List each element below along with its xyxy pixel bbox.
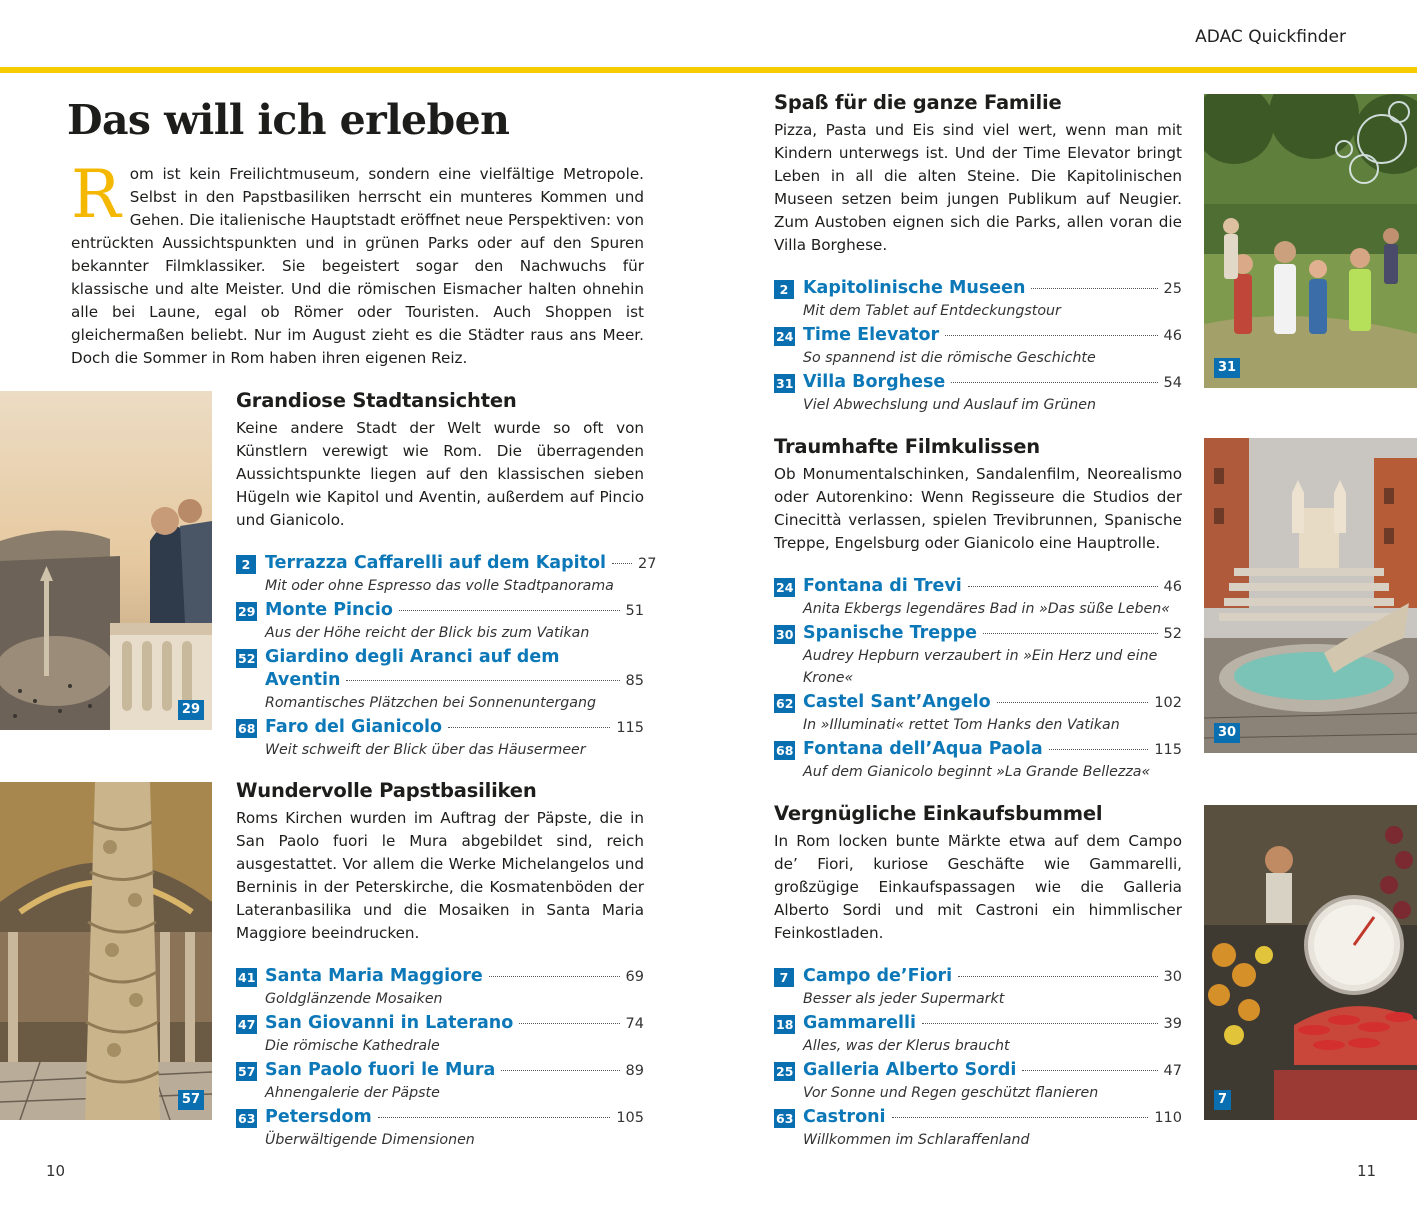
entry-list — [236, 965, 644, 1151]
entry-page: 39 — [1163, 1016, 1182, 1032]
entry-spanische-treppe[interactable] — [774, 622, 1182, 689]
entry-castroni[interactable] — [774, 1106, 1182, 1151]
entry-tagline: Willkommen im Schlaraffenland — [803, 1132, 1030, 1148]
section-heading: Wundervolle Papstbasiliken — [236, 779, 537, 802]
entry-villa-borghese[interactable] — [774, 371, 1182, 416]
entry-number: 68 — [776, 743, 794, 758]
section-stadtansichten — [236, 389, 657, 763]
entry-page: 69 — [625, 969, 644, 985]
leader-dots — [968, 586, 1158, 587]
photo-familie — [1204, 94, 1417, 388]
photo-einkaufsbummel — [1204, 805, 1417, 1120]
photo-stadtansichten — [0, 391, 212, 730]
entry-name[interactable]: Santa Maria Maggiore — [265, 966, 483, 986]
entry-tagline: Mit dem Tablet auf Entdeckungstour — [803, 303, 1061, 319]
photo-badge-57: 57 — [178, 1090, 204, 1110]
entry-castel-sant-angelo[interactable] — [774, 691, 1182, 736]
photo-badge-29: 29 — [178, 700, 204, 720]
entry-number: 41 — [238, 970, 256, 985]
leader-dots — [1031, 288, 1157, 289]
entry-petersdom[interactable] — [236, 1106, 644, 1151]
section-description: Ob Monumentalschinken, Sandalenfilm, Neorealismo oder Autorenkino: Wenn Regisseure die Studios der Cinecittà verlassen, spielen Trevibrunnen, Spanische Treppe, Engelsburg oder Gianicolo eine Hauptrolle. — [774, 465, 1182, 552]
leader-dots — [489, 976, 620, 977]
entry-tagline: Die römische Kathedrale — [265, 1038, 440, 1054]
entry-page: 54 — [1163, 375, 1182, 391]
entry-page: 105 — [616, 1110, 644, 1126]
entry-page: 85 — [625, 673, 644, 689]
section-description: Roms Kirchen wurden im Auftrag der Päpste, die in San Paolo fuori le Mura abgebildet sind, reich ausgestattet. Vor allem die Werke Michelangelos und Berninis in der Peterskirche, die Kosmatenböden der Lateranbasilika und die Mosaiken in Santa Maria Maggiore beeindrucken. — [236, 809, 644, 942]
entry-list — [774, 277, 1182, 416]
leader-dots — [997, 702, 1149, 703]
leader-dots — [612, 563, 632, 564]
entry-tagline: Anita Ekbergs legendäres Bad in »Das süße Leben« — [803, 601, 1170, 617]
photo-familie-illustration — [1204, 94, 1417, 388]
entry-number: 30 — [776, 627, 794, 642]
section-einkaufsbummel — [774, 802, 1182, 1153]
photo-filmkulissen-illustration — [1204, 438, 1417, 753]
entry-monte-pincio[interactable] — [236, 599, 644, 644]
entry-page: 51 — [625, 603, 644, 619]
entry-tagline: Überwältigende Dimensionen — [265, 1132, 475, 1148]
leader-dots — [1022, 1070, 1157, 1071]
entry-page: 52 — [1163, 626, 1182, 642]
entry-page: 102 — [1154, 695, 1182, 711]
entry-page: 47 — [1163, 1063, 1182, 1079]
leader-dots — [519, 1023, 619, 1024]
section-description: Pizza, Pasta und Eis sind viel wert, wenn man mit Kindern unterwegs ist. Und der Time Elevator bringt Leben in all die alten Steine. Die Kapitolinischen Museen setzen beim jungen Publikum auf Neugier. Zum Austoben eignen sich die Parks, allen voran die Villa Borghese. — [774, 121, 1182, 254]
section-heading: Grandiose Stadtansichten — [236, 389, 517, 412]
entry-page: 30 — [1163, 969, 1182, 985]
section-description: In Rom locken bunte Märkte etwa auf dem Campo de’ Fiori, kuriose Geschäfte wie Gammarelli, großzügige Einkaufspassagen wie die Galleria Alberto Sordi und mit Castroni ein himmlischer Feinkostladen. — [774, 832, 1182, 942]
entry-name[interactable]: Campo de’Fiori — [803, 966, 953, 986]
entry-page: 110 — [1154, 1110, 1182, 1126]
entry-gammarelli[interactable] — [774, 1012, 1182, 1057]
entry-number: 63 — [238, 1111, 256, 1126]
entry-san-giovanni-in-laterano[interactable] — [236, 1012, 644, 1057]
entry-number: 52 — [238, 651, 256, 666]
leader-dots — [501, 1070, 619, 1071]
quickfinder-label: ADAC Quickfinder — [1195, 27, 1346, 47]
entry-time-elevator[interactable] — [774, 324, 1182, 369]
entry-tagline: So spannend ist die römische Geschichte — [803, 350, 1096, 366]
entry-number: 2 — [774, 280, 794, 299]
entry-san-paolo-fuori-le-mura[interactable] — [236, 1059, 644, 1104]
entry-name[interactable]: Kapitolinische Museen — [803, 278, 1026, 298]
entry-name[interactable]: Petersdom — [265, 1107, 372, 1127]
entry-number: 24 — [776, 329, 794, 344]
entry-list — [774, 965, 1182, 1151]
entry-name[interactable]: Time Elevator — [803, 325, 940, 345]
section-papstbasiliken — [236, 779, 644, 1153]
entry-kapitolinische-museen[interactable] — [774, 277, 1182, 322]
entry-name[interactable]: Terrazza Caffarelli auf dem Kapitol — [265, 553, 607, 573]
entry-giardino-degli-aranci[interactable] — [236, 646, 644, 714]
entry-number: 57 — [238, 1064, 256, 1079]
entry-page: 89 — [625, 1063, 644, 1079]
leader-dots — [983, 633, 1158, 634]
entry-name-line1[interactable]: Giardino degli Aranci auf dem — [265, 647, 560, 667]
entry-name[interactable]: Faro del Gianicolo — [265, 717, 443, 737]
entry-name-line2[interactable]: Aventin — [265, 670, 341, 690]
entry-number: 2 — [236, 555, 256, 574]
entry-tagline: Vor Sonne und Regen geschützt flanieren — [803, 1085, 1099, 1101]
entry-tagline: Viel Abwechslung und Auslauf im Grünen — [803, 397, 1097, 413]
leader-dots — [922, 1023, 1158, 1024]
entry-fontana-dell-aqua-paola[interactable] — [774, 738, 1182, 783]
entry-santa-maria-maggiore[interactable] — [236, 965, 644, 1010]
leader-dots — [378, 1117, 611, 1118]
entry-name[interactable]: San Giovanni in Laterano — [265, 1013, 514, 1033]
entry-number: 24 — [776, 580, 794, 595]
page-number-left: 10 — [46, 1162, 66, 1180]
entry-tagline: Besser als jeder Supermarkt — [803, 991, 1005, 1007]
photo-badge-31: 31 — [1214, 358, 1240, 378]
entry-tagline: Alles, was der Klerus braucht — [803, 1038, 1010, 1054]
entry-tagline: Aus der Höhe reicht der Blick bis zum Vatikan — [265, 625, 590, 641]
leader-dots — [892, 1117, 1149, 1118]
entry-list — [236, 552, 657, 761]
section-heading: Spaß für die ganze Familie — [774, 91, 1062, 114]
entry-terrazza-caffarelli[interactable] — [236, 552, 657, 597]
entry-page: 74 — [625, 1016, 644, 1032]
entry-tagline: Auf dem Gianicolo beginnt »La Grande Bellezza« — [803, 764, 1151, 780]
entry-page: 115 — [1154, 742, 1182, 758]
entry-tagline: Ahnengalerie der Päpste — [265, 1085, 440, 1101]
entry-page: 25 — [1163, 281, 1182, 297]
entry-number: 31 — [776, 376, 794, 391]
leader-dots — [1049, 749, 1149, 750]
intro-dropcap: R — [71, 156, 121, 233]
entry-name[interactable]: Castel Sant’Angelo — [803, 692, 991, 712]
entry-name[interactable]: Galleria Alberto Sordi — [803, 1060, 1017, 1080]
entry-name[interactable]: Villa Borghese — [803, 372, 946, 392]
entry-name[interactable]: Monte Pincio — [265, 600, 393, 620]
photo-badge-30: 30 — [1214, 723, 1240, 743]
entry-number: 25 — [776, 1064, 794, 1079]
entry-page: 46 — [1163, 328, 1182, 344]
entry-faro-del-gianicolo[interactable] — [236, 716, 644, 761]
entry-list — [774, 575, 1182, 783]
entry-name[interactable]: Fontana di Trevi — [803, 576, 962, 596]
leader-dots — [448, 727, 610, 728]
page-number-right: 11 — [1357, 1162, 1377, 1180]
photo-filmkulissen — [1204, 438, 1417, 753]
entry-name[interactable]: San Paolo fuori le Mura — [265, 1060, 496, 1080]
intro-paragraph — [71, 156, 644, 370]
entry-galleria-alberto-sordi[interactable] — [774, 1059, 1182, 1104]
entry-number: 63 — [776, 1111, 794, 1126]
entry-name[interactable]: Spanische Treppe — [803, 623, 978, 643]
entry-number: 62 — [776, 696, 794, 711]
section-heading: Vergnügliche Einkaufsbummel — [774, 802, 1103, 825]
leader-dots — [945, 335, 1157, 336]
entry-page: 46 — [1163, 579, 1182, 595]
entry-fontana-di-trevi[interactable] — [774, 575, 1182, 620]
leader-dots — [951, 382, 1157, 383]
entry-number: 47 — [238, 1017, 256, 1032]
intro-text: om ist kein Freilichtmuseum, sondern eine vielfältige Metropole. Selbst in den Papstbasiliken herrscht ein munteres Kommen und Gehen. Die italienische Hauptstadt eröffnet neue Perspektiven: von entrückten Aussichtspunkten und in grünen Parks oder auf den Spuren bekannter Filmklassiker. Sie begeistert sogar den Nachwuchs für klassische und alte Meister. Und die römischen Eismacher halten ohnehin alle bei Laune, egal ob Römer oder Touristen. Auch Shoppen ist gleichermaßen beliebt. Nur im August zieht es die Städter raus ans Meer. Doch die Sommer in Rom haben ihren eigenen Reiz. — [71, 165, 644, 367]
entry-number: 29 — [238, 604, 256, 619]
entry-number: 18 — [776, 1017, 794, 1032]
entry-tagline: Mit oder ohne Espresso das volle Stadtpanorama — [265, 578, 614, 594]
entry-tagline: Audrey Hepburn verzaubert in »Ein Herz und eine Krone« — [803, 648, 1158, 686]
section-filmkulissen — [774, 435, 1182, 785]
entry-tagline: Romantisches Plätzchen bei Sonnenuntergang — [265, 695, 596, 711]
leader-dots — [346, 680, 619, 681]
section-familie — [774, 91, 1182, 418]
entry-name[interactable]: Fontana dell’Aqua Paola — [803, 739, 1043, 759]
photo-papstbasiliken-illustration — [0, 782, 212, 1120]
entry-page: 27 — [638, 556, 657, 572]
entry-tagline: Weit schweift der Blick über das Häusermeer — [265, 742, 586, 758]
leader-dots — [958, 976, 1157, 977]
header-rule — [0, 67, 1417, 73]
photo-stadtansichten-illustration — [0, 391, 212, 730]
leader-dots — [399, 610, 620, 611]
entry-number: 7 — [774, 968, 794, 987]
entry-tagline: In »Illuminati« rettet Tom Hanks den Vatikan — [803, 717, 1120, 733]
entry-page: 115 — [616, 720, 644, 736]
entry-name[interactable]: Gammarelli — [803, 1013, 916, 1033]
section-heading: Traumhafte Filmkulissen — [774, 435, 1040, 458]
entry-number: 68 — [238, 721, 256, 736]
photo-badge-7: 7 — [1214, 1090, 1231, 1110]
entry-name[interactable]: Castroni — [803, 1107, 886, 1127]
photo-papstbasiliken — [0, 782, 212, 1120]
section-description: Keine andere Stadt der Welt wurde so oft von Künstlern verewigt wie Rom. Die überragenden Aussichtspunkte liegen auf den klassischen sieben Hügeln wie Kapitol und Aventin, außerdem auf Pincio und Gianicolo. — [236, 419, 644, 529]
page-title: Das will ich erleben — [67, 96, 510, 144]
photo-einkaufsbummel-illustration — [1204, 805, 1417, 1120]
entry-tagline: Goldglänzende Mosaiken — [265, 991, 443, 1007]
entry-campo-de-fiori[interactable] — [774, 965, 1182, 1010]
